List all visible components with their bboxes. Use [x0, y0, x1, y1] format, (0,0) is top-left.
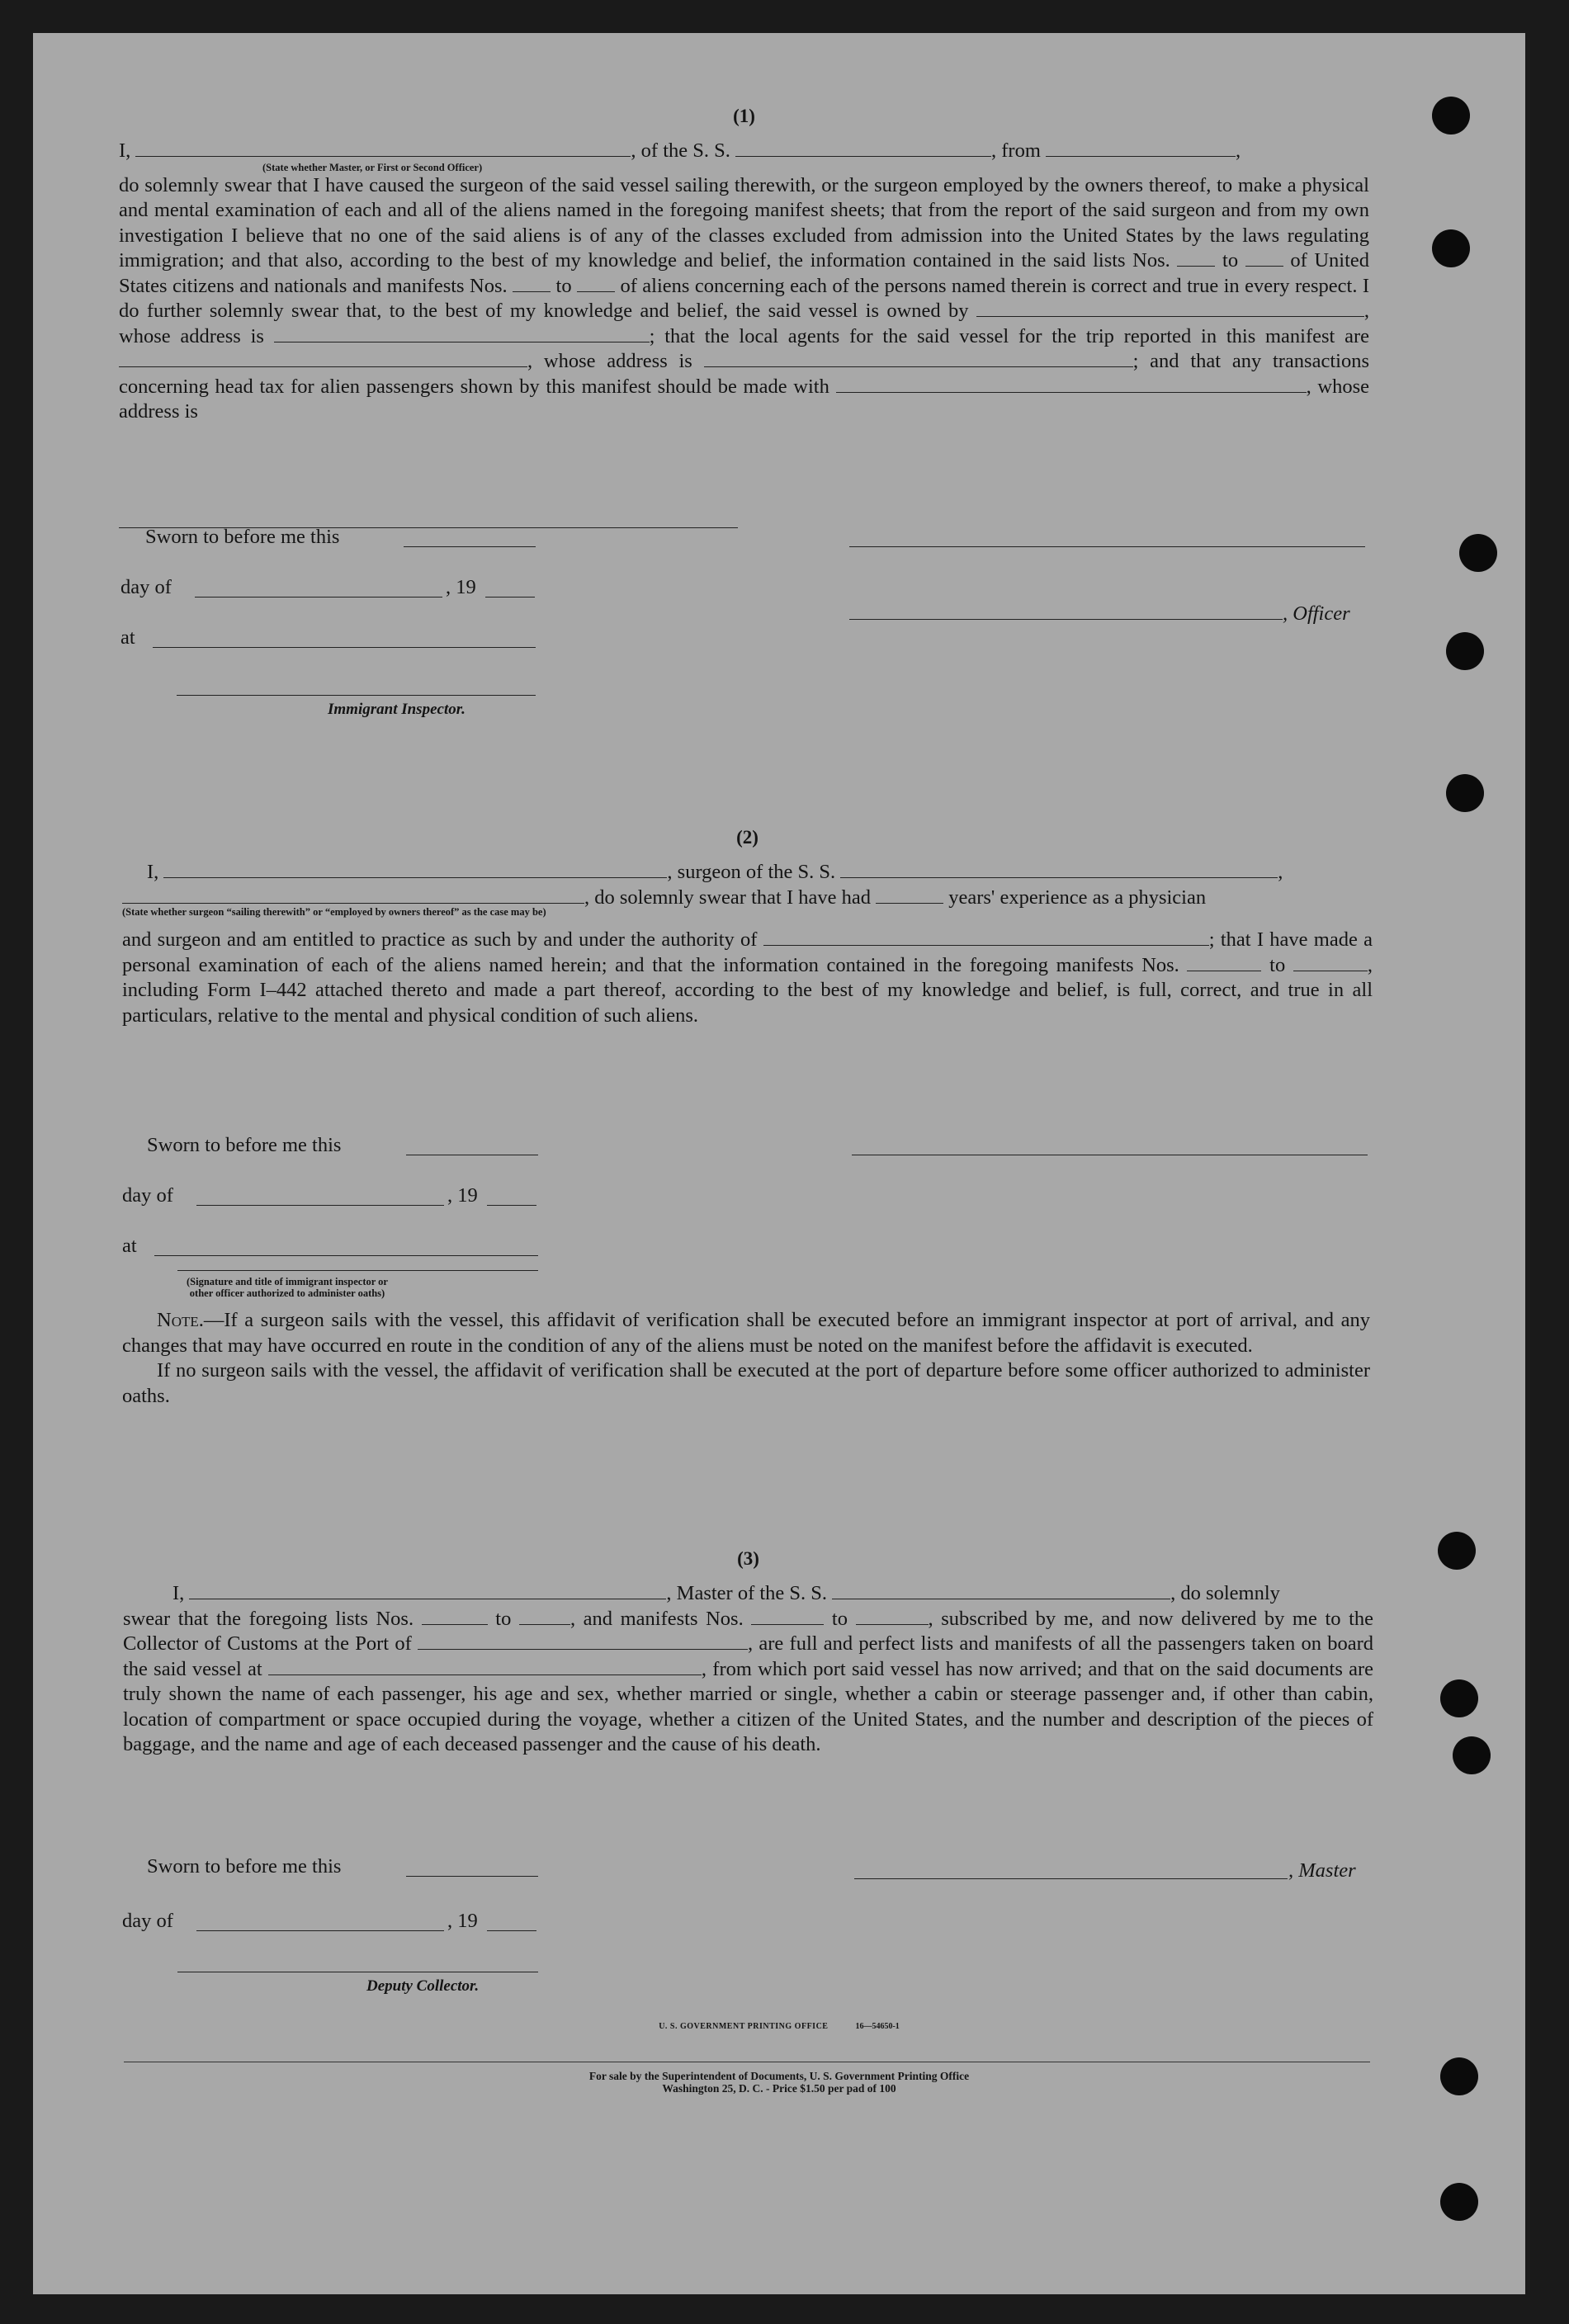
punch-hole-icon — [1432, 229, 1470, 267]
sworn-date-line-1[interactable] — [404, 546, 536, 547]
year-label-2: , 19 — [447, 1184, 478, 1207]
body-text: ; that the local agents for the said vessel for the trip reported in this manifest are — [649, 324, 1370, 347]
sale-line-1: For sale by the Superintendent of Documents, U. S. Government Printing Office — [588, 2070, 970, 2082]
punch-hole-icon — [1453, 1736, 1491, 1774]
surgeon-line-1 — [122, 860, 1373, 886]
note-2 — [122, 1358, 1370, 1409]
port-field[interactable] — [418, 1634, 748, 1650]
master-name-field[interactable] — [189, 1584, 666, 1599]
body-text: , whose address is — [119, 375, 1369, 423]
punch-hole-icon — [1440, 2183, 1478, 2221]
body-text: , including Form I–442 attached thereto and made a part thereof, according to the best of my knowledge and belief, is full, correct, and true in all particulars, relative to the mental and physical condition of such aliens. — [122, 953, 1373, 1027]
lists-to-field[interactable] — [519, 1609, 570, 1625]
day-of-line-3[interactable] — [196, 1930, 444, 1931]
at-line-1[interactable] — [153, 647, 536, 648]
form-page — [33, 33, 1525, 2294]
text-master-of-ss: , Master of the S. S. — [666, 1582, 833, 1604]
agents-address-field[interactable] — [704, 352, 1133, 367]
text-i: I, — [147, 861, 164, 883]
body-text: ; that I have made a personal examination of each of the aliens named herein; and that the information contained in the foregoing manifests Nos. — [122, 928, 1373, 976]
at-line-2[interactable] — [154, 1255, 538, 1256]
authority-field[interactable] — [763, 930, 1209, 946]
body-text: to — [495, 1607, 512, 1630]
note-1 — [122, 1308, 1370, 1358]
body-text: ; and that any transactions concerning head tax for alien passengers shown by this manifest should be made with — [119, 350, 1369, 398]
body-text: to — [1222, 249, 1239, 272]
day-of-line-1[interactable] — [195, 597, 442, 598]
surgeon-note-paragraph — [122, 1308, 1370, 1409]
body-text: , whose address is — [527, 350, 692, 372]
year-label-3: , 19 — [447, 1910, 478, 1932]
at-label-1: at — [121, 626, 135, 649]
text-comma: , — [1236, 139, 1241, 162]
master-signature-line[interactable] — [854, 1878, 1288, 1879]
sworn-label-3: Sworn to before me this — [147, 1855, 342, 1878]
year-line-1[interactable] — [485, 597, 535, 598]
body-text: , subscribed by me, and now delivered by me to the Collector of Customs at the Port of — [123, 1607, 1374, 1655]
note-text: —If a surgeon sails with the vessel, this affidavit of verification shall be executed before an immigrant inspector at port of arrival, and any changes that may have occurred en route in the condition of any of the aliens must be noted on the manifest before the affidavit is executed. — [122, 1309, 1370, 1357]
years-field[interactable] — [876, 888, 943, 904]
body-text: , whose address is — [119, 300, 1369, 347]
day-of-line-2[interactable] — [196, 1205, 444, 1206]
officer-note: (State whether Master, or First or Second Officer) — [262, 161, 483, 173]
body-text: and surgeon and am entitled to practice as such by and under the authority of — [122, 928, 758, 951]
master-body — [123, 1607, 1373, 1758]
manifests-from-field[interactable] — [1187, 956, 1261, 971]
sworn-label-1: Sworn to before me this — [145, 526, 340, 548]
day-of-label-2: day of — [122, 1184, 173, 1207]
master-line-1 — [123, 1581, 1373, 1607]
section-number: (2) — [736, 827, 759, 848]
body-text: of United States citizens and nationals and manifests Nos. — [119, 249, 1370, 297]
text-i: I, — [172, 1582, 190, 1604]
lists-to-field[interactable] — [1245, 251, 1283, 267]
manifests-to-field[interactable] — [1293, 956, 1368, 971]
inspector-caption: Immigrant Inspector. — [328, 701, 466, 718]
note-label: Note. — [157, 1309, 204, 1331]
lists-from-field[interactable] — [422, 1609, 488, 1625]
text-of-ss: , of the S. S. — [631, 139, 736, 162]
body-text: swear that the foregoing lists Nos. — [123, 1607, 414, 1630]
officer-signature-line-1[interactable] — [849, 546, 1365, 547]
text-surgeon-of-ss: , surgeon of the S. S. — [667, 861, 841, 883]
lists-from-field[interactable] — [1177, 251, 1215, 267]
surgeon-vessel-field[interactable] — [840, 862, 1278, 878]
inspector-signature-line[interactable] — [177, 695, 536, 696]
note-text-2: If no surgeon sails with the vessel, the affidavit of verification shall be executed at the port of departure before some officer authorized to administer oaths. — [122, 1359, 1370, 1407]
punch-hole-icon — [1446, 774, 1484, 812]
boarding-port-field[interactable] — [268, 1660, 702, 1675]
master-vessel-field[interactable] — [832, 1584, 1170, 1599]
collector-caption: Deputy Collector. — [366, 1977, 480, 1995]
text-comma: , — [1278, 861, 1283, 883]
day-of-label-3: day of — [122, 1910, 173, 1932]
section-number: (3) — [737, 1548, 759, 1569]
punch-hole-icon — [1459, 534, 1497, 572]
year-line-3[interactable] — [487, 1930, 536, 1931]
officer-label — [1283, 602, 1350, 626]
text-i: I, — [119, 139, 136, 162]
text-from: , from — [991, 139, 1047, 162]
surgeon-body — [122, 928, 1373, 1028]
from-field[interactable] — [1046, 141, 1236, 157]
body-text: to — [831, 1607, 848, 1630]
caption-line-1: (Signature and title of immigrant inspector or — [187, 1276, 388, 1287]
surgeon-note: (State whether surgeon “sailing therewith” or “employed by owners thereof” as the case may be) — [122, 906, 546, 918]
affidavit-surgeon-section — [122, 827, 1373, 1028]
surgeon-name-field[interactable] — [163, 862, 667, 878]
day-of-label-1: day of — [121, 576, 172, 598]
body-text: to — [555, 274, 572, 297]
text-do-solemnly: , do solemnly — [1170, 1582, 1280, 1604]
owner-address-field[interactable] — [274, 327, 650, 342]
sworn-label-2: Sworn to before me this — [147, 1134, 342, 1156]
officer-text: , Officer — [1283, 602, 1350, 625]
affidavit-master-lists-section — [123, 1548, 1373, 1758]
manifests-from-field[interactable] — [751, 1609, 824, 1625]
authorized-officer-caption — [180, 1276, 395, 1299]
body-text: , are full and perfect lists and manifests of all the passengers taken on board the said vessel at — [123, 1632, 1374, 1680]
name-field[interactable] — [135, 141, 631, 157]
body-text: to — [1269, 953, 1286, 976]
body-text: , and manifests Nos. — [569, 1607, 744, 1630]
surgeon-type-field[interactable] — [122, 888, 584, 904]
body-text: do solemnly swear that I have caused the surgeon of the said vessel sailing therewith, or the surgeon employed by the owners thereof, to make a physical and mental examination of each and all of the aliens named in the foregoing manifest sheets; that from the report of the said surgeon and from my own investigation I believe that no one of the said aliens is of any of the classes excluded from admission into the United States by the laws regulating immigration; and that also, according to the best of my knowledge and belief, the information contained in the said lists Nos. — [119, 173, 1369, 272]
caption-line-2: other officer authorized to administer oaths) — [189, 1287, 385, 1299]
manifests-to-field[interactable] — [856, 1609, 929, 1625]
printing-office-line — [33, 2022, 1525, 2031]
owner-field[interactable] — [976, 301, 1364, 317]
sale-notice — [33, 2070, 1525, 2095]
text-swear: , do solemnly swear that I have had — [584, 886, 877, 909]
master-oath-line — [119, 139, 1369, 164]
vessel-field[interactable] — [735, 141, 991, 157]
affidavit-master-section — [119, 106, 1369, 425]
section-number: (1) — [733, 106, 755, 126]
officer-signature-line-2[interactable] — [849, 619, 1283, 620]
body-text: of aliens concerning each of the persons named therein is correct and true in every respect. I do further solemnly swear that, to the best of my knowledge and belief, the said vessel is owned by — [119, 274, 1370, 322]
punch-hole-icon — [1440, 1679, 1478, 1717]
year-label-1: , 19 — [446, 576, 476, 598]
punch-hole-icon — [1446, 632, 1484, 670]
head-tax-field[interactable] — [836, 377, 1307, 393]
printing-office: U. S. GOVERNMENT PRINTING OFFICE — [659, 2022, 829, 2031]
year-line-2[interactable] — [487, 1205, 536, 1206]
text-years-experience: years' experience as a physician — [943, 886, 1207, 909]
manifests-to-field[interactable] — [577, 276, 615, 292]
master-oath-body — [119, 173, 1369, 425]
authorized-officer-signature-line[interactable] — [177, 1270, 538, 1271]
sale-line-2: Washington 25, D. C. - Price $1.50 per pad of 100 — [662, 2082, 896, 2095]
agents-field[interactable] — [119, 352, 527, 367]
sworn-date-line-3[interactable] — [406, 1876, 538, 1877]
manifests-from-field[interactable] — [513, 276, 551, 292]
master-label — [1288, 1859, 1356, 1882]
punch-hole-icon — [1438, 1532, 1476, 1570]
body-text: , from which port said vessel has now arrived; and that on the said documents are truly shown the name of each passenger, his age and sex, whether married or single, whether a cabin or steerage passenger and, if other than cabin, location of compartment or space occupied during the voyage, whether a citizen of the United States, and the number and description of the pieces of baggage, and the name and age of each deceased passenger and the cause of his death. — [123, 1657, 1374, 1755]
form-code: 16—54650-1 — [855, 2022, 900, 2031]
at-label-2: at — [122, 1235, 137, 1257]
master-text: , Master — [1288, 1859, 1356, 1882]
punch-hole-icon — [1432, 97, 1470, 135]
